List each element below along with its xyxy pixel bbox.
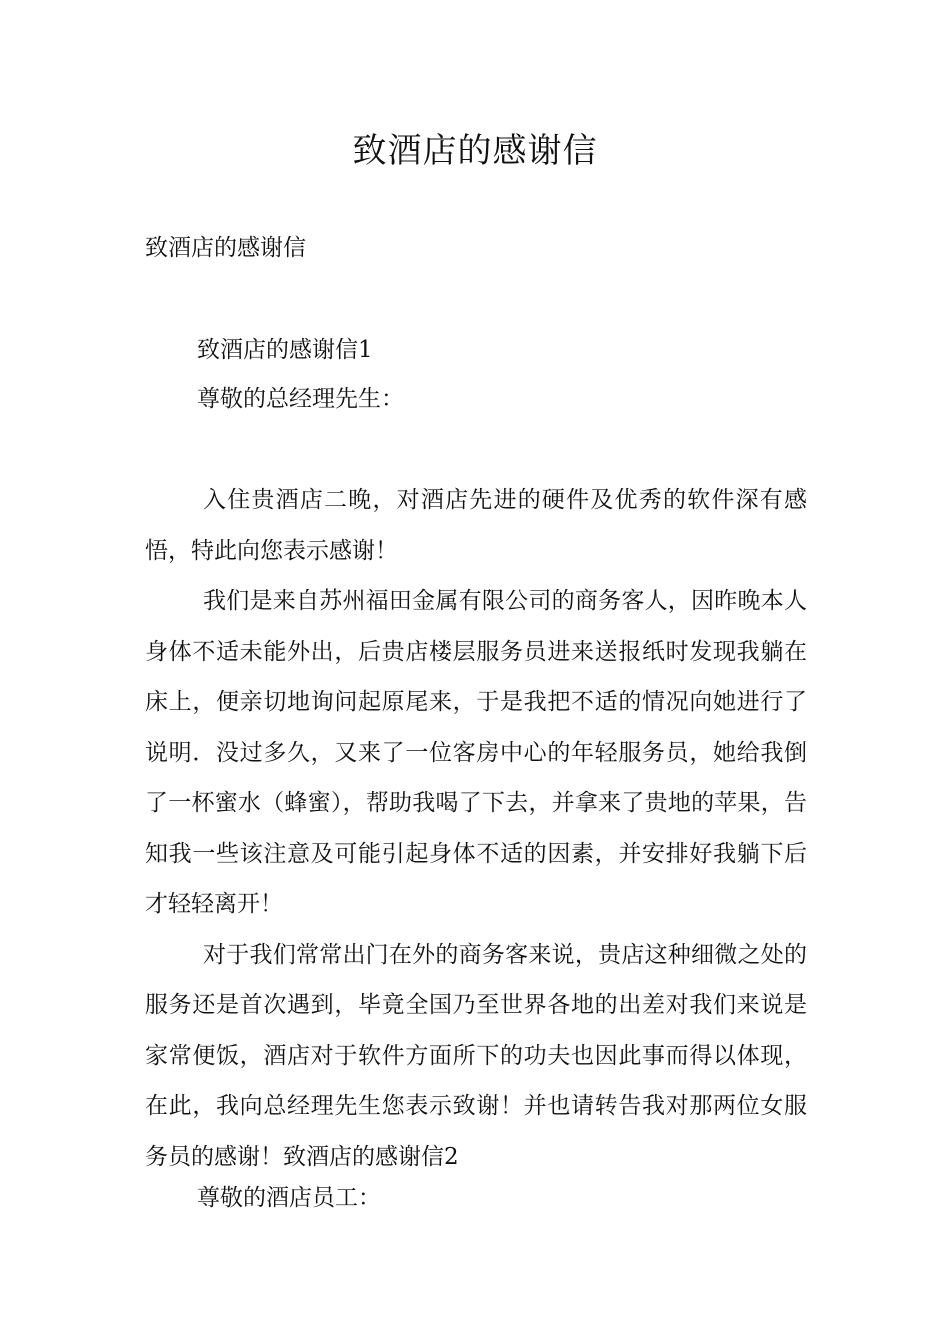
salutation-hotel-staff: 尊敬的酒店员工： xyxy=(197,1185,381,1211)
document-title: 致酒店的感谢信 xyxy=(352,131,598,171)
salutation-general-manager: 尊敬的总经理先生： xyxy=(197,386,404,412)
body-paragraph-2: 我们是来自苏州福田金属有限公司的商务客人，因昨晚本人身体不适未能外出，后贵店楼层服务员进来送报纸时发现我躺在床上，便亲切地询问起原尾来，于是我把不适的情况向她进行了说明．没过多久，又来了一位客房中心的年轻服务员，她给我倒了一杯蜜水（蜂蜜），帮助我喝了下去，并拿来了贵地的苹果，告知我一些该注意及可能引起身体不适的因素，并安排好我躺下后才轻轻离开！ xyxy=(145,588,807,917)
body-paragraph-1: 入住贵酒店二晚，对酒店先进的硬件及优秀的软件深有感悟，特此向您表示感谢！ xyxy=(145,487,807,564)
document-subtitle: 致酒店的感谢信 xyxy=(145,235,306,261)
body-paragraph-3: 对于我们常常出门在外的商务客来说，贵店这种细微之处的服务还是首次遇到，毕竟全国乃至世界各地的出差对我们来说是家常便饭，酒店对于软件方面所下的功夫也因此事而得以体现，在此，我向总经理先生您表示致谢！并也请转告我对那两位女服务员的感谢！致酒店的感谢信2 xyxy=(145,941,807,1170)
section-heading-1: 致酒店的感谢信1 xyxy=(197,337,373,363)
letter-body xyxy=(145,475,807,1182)
